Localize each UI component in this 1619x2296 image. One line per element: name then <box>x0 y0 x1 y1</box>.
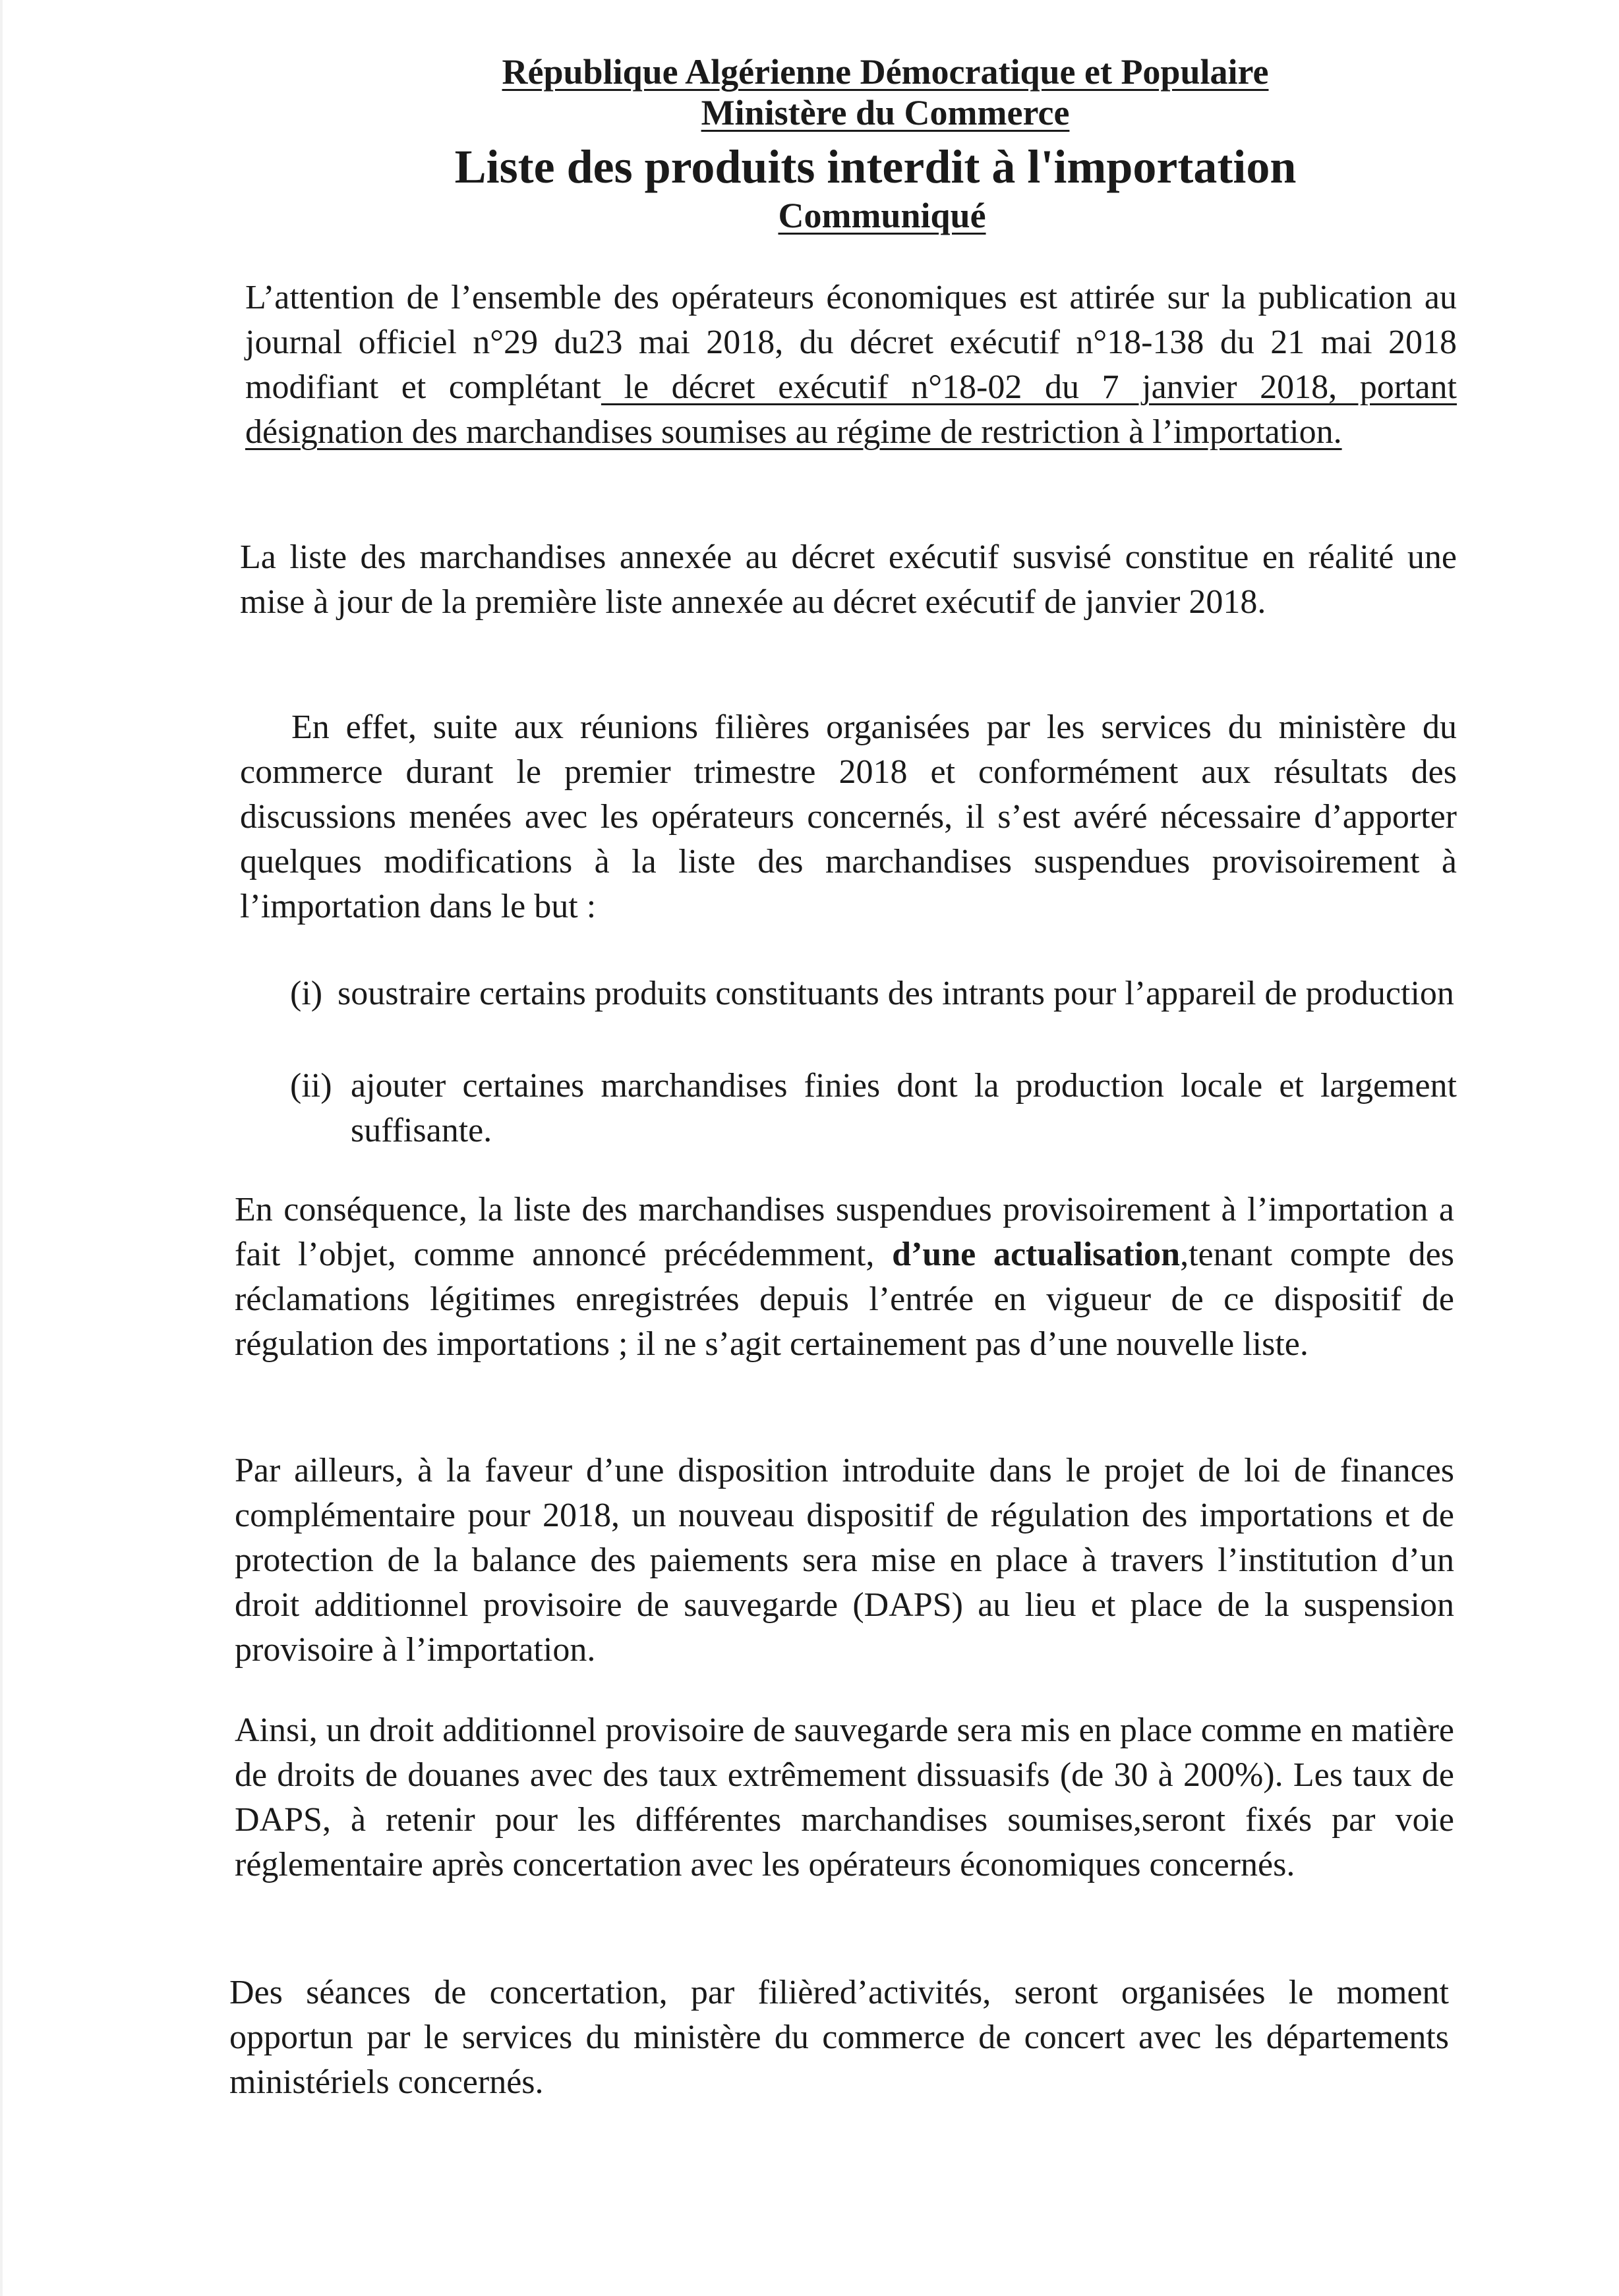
list-marker: (ii) <box>290 1067 332 1105</box>
list-item-text: ajouter certaines marchandises finies dont la production locale et largement suffisante. <box>351 1067 1457 1149</box>
header-ministry: Ministère du Commerce <box>701 93 1070 132</box>
paragraph-1 <box>245 275 1457 455</box>
list-item <box>290 971 1457 1016</box>
list-marker: (i) <box>290 975 323 1012</box>
paragraph-3-text: En effet, suite aux réunions filières organisées par les services du ministère du commerce durant le premier trimestre 2018 et conformément aux résultats des discussions menées avec les opérateurs concernés, il s’est avéré nécessaire d’apporter quelques modifications à la liste des marchandises suspendues provisoirement à l’importation dans le but : <box>240 708 1457 925</box>
paragraph-4 <box>235 1188 1454 1367</box>
list-item <box>290 1064 1457 1153</box>
paragraph-5: Par ailleurs, à la faveur d’une disposition introduite dans le projet de loi de finances complémentaire pour 2018, un nouveau dispositif de régulation des importations et de protection de la balance des paiements sera mise en place à travers l’institution d’un droit additionnel provisoire de sauvegarde (DAPS) au lieu et place de la suspension provisoire à l’importation. <box>235 1452 1454 1669</box>
document-title: Liste des produits interdit à l'importation <box>454 140 1297 193</box>
paragraph-4-text-cont: ,tenant compte des réclamations légitimes enregistrées depuis l’entrée en vigueur de ce dispositif de régulation des importations ; il ne s’agit certainement pas d’une nouvelle liste. <box>235 1236 1454 1363</box>
paragraph-1-text: L’attention de l’ensemble des opérateurs économiques est attirée sur la publication au journal officiel n°29 du23 mai 2018, du décret exécutif n°18-138 du 21 mai 2018 modifiant et complétant <box>245 279 1457 406</box>
header-republic: République Algérienne Démocratique et Populaire <box>502 52 1269 92</box>
paragraph-2: La liste des marchandises annexée au décret exécutif susvisé constitue en réalité une mise à jour de la première liste annexée au décret exécutif de janvier 2018. <box>240 538 1457 621</box>
paragraph-4-text: En conséquence, la liste des marchandises suspendues provisoirement à l’importation a fait l’objet, comme annoncé précédemment, <box>235 1191 1454 1273</box>
paragraph-4-bold: d’une actualisation <box>892 1236 1181 1273</box>
header-communique: Communiqué <box>778 196 986 235</box>
paragraph-6: Ainsi, un droit additionnel provisoire de sauvegarde sera mis en place comme en matière de droits de douanes avec des taux extrêmement dissuasifs (de 30 à 200%). Les taux de DAPS, à retenir pour les différentes marchandises soumises,seront fixés par voie réglementaire après concertation avec les opérateurs économiques concernés. <box>235 1711 1454 1883</box>
paragraph-7: Des séances de concertation, par filièred’activités, seront organisées le moment opportun par le services du ministère du commerce de concert avec les départements ministériels concernés. <box>229 1974 1449 2101</box>
paragraph-1-underlined: le décret exécutif n°18-02 du 7 janvier 2018, portant désignation des marchandises soumises au régime de restriction à l’importation. <box>245 368 1457 451</box>
list-item-text: soustraire certains produits constituants des intrants pour l’appareil de production <box>338 975 1454 1012</box>
scan-edge <box>0 0 3 2296</box>
paragraph-3 <box>240 705 1457 929</box>
